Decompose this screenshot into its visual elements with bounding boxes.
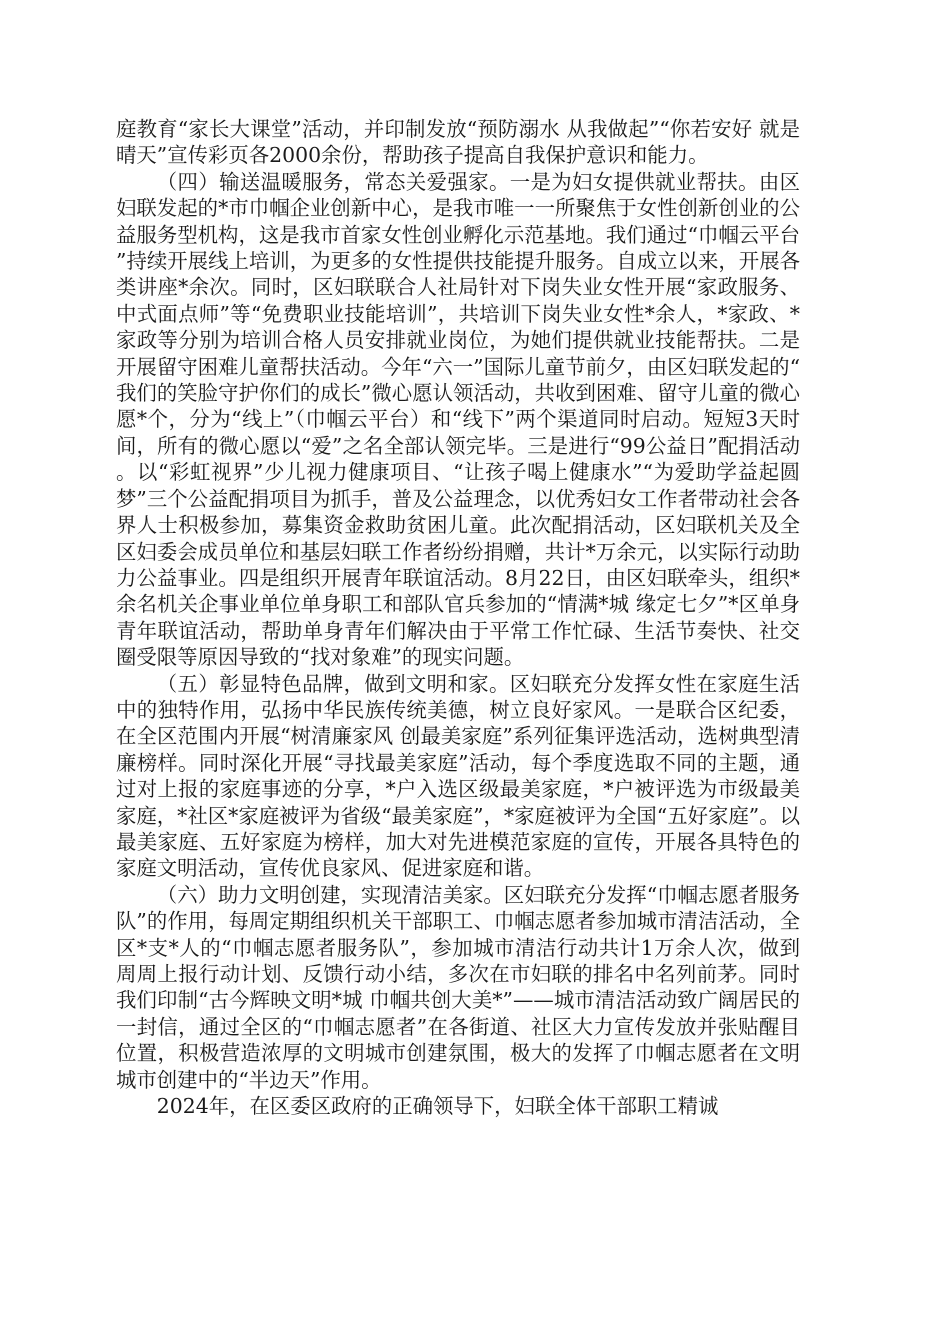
paragraph-summary: 2024年，在区委区政府的正确领导下，妇联全体干部职工精诚: [156, 1094, 719, 1119]
paragraph-section-5: （五）彰显特色品牌，做到文明和家。区妇联充分发挥女性在家庭生活中的独特作用，弘扬中华民族传统美德，树立良好家风。一是联合区纪委，在全区范围内开展“树清廉家风 创最美家庭”系列征集评选活动，选树典型清廉榜样。同时深化开展“寻找最美家庭”活动，每个季度选取不同的主题，通过对上报的家庭事迹的分享，*户入选区级最美家庭，*户被评选为市级最美家庭，*社区*家庭被评为省级“最美家庭”，*家庭被评为全国“五好家庭”。以最美家庭、五好家庭为榜样，加大对先进模范家庭的宣传，开展各具特色的家庭文明活动，宣传优良家风、促进家庭和谐。: [116, 671, 800, 881]
paragraph-section-4: （四）输送温暖服务，常态关爱强家。一是为妇女提供就业帮扶。由区妇联发起的*市巾帼企业创新中心，是我市唯一一所聚焦于女性创新创业的公益服务型机构，这是我市首家女性创业孵化示范基地。我们通过“巾帼云平台”持续开展线上培训，为更多的女性提供技能提升服务。自成立以来，开展各类讲座*余次。同时，区妇联联合人社局针对下岗失业女性开展“家政服务、中式面点师”等“免费职业技能培训”，共培训下岗失业女性*余人，*家政、*家政等分别为培训合格人员安排就业岗位，为她们提供就业技能帮扶。二是开展留守困难儿童帮扶活动。今年“六一”国际儿童节前夕，由区妇联发起的“我们的笑脸守护你们的成长”微心愿认领活动，共收到困难、留守儿童的微心愿*个，分为“线上”（巾帼云平台）和“线下”两个渠道同时启动。短短3天时间，所有的微心愿以“爱”之名全部认领完毕。三是进行“99公益日”配捐活动。以“彩虹视界”少儿视力健康项目、“让孩子喝上健康水”“为爱助学益起圆梦”三个公益配捐项目为抓手，普及公益理念，以优秀妇女工作者带动社会各界人士积极参加，募集资金救助贫困儿童。此次配捐活动，区妇联机关及全区妇委会成员单位和基层妇联工作者纷纷捐赠，共计*万余元，以实际行动助力公益事业。四是组织开展青年联谊活动。8月22日，由区妇联牵头，组织*余名机关企事业单位单身职工和部队官兵参加的“情满*城 缘定七夕”*区单身青年联谊活动，帮助单身青年们解决由于平常工作忙碌、生活节奏快、社交圈受限等原因导致的“找对象难”的现实问题。: [116, 169, 800, 670]
paragraph-section-6: （六）助力文明创建，实现清洁美家。区妇联充分发挥“巾帼志愿者服务队”的作用，每周定期组织机关干部职工、巾帼志愿者参加城市清洁活动，全区*支*人的“巾帼志愿者服务队”，参加城市清洁行动共计1万余人次，做到周周上报行动计划、反馈行动小结，多次在市妇联的排名中名列前茅。同时我们印制“古今辉映文明*城 巾帼共创大美*”——城市清洁活动致广阔居民的一封信，通过全区的“巾帼志愿者”在各街道、社区大力宣传发放并张贴醒目位置，积极营造浓厚的文明城市创建氛围，极大的发挥了巾帼志愿者在文明城市创建中的“半边天”作用。: [116, 882, 800, 1092]
document-page: [116, 116, 800, 1119]
paragraph-continuation: 庭教育“家长大课堂”活动，并印制发放“预防溺水 从我做起”“你若安好 就是晴天”宣传彩页各2000余份，帮助孩子提高自我保护意识和能力。: [116, 117, 800, 168]
